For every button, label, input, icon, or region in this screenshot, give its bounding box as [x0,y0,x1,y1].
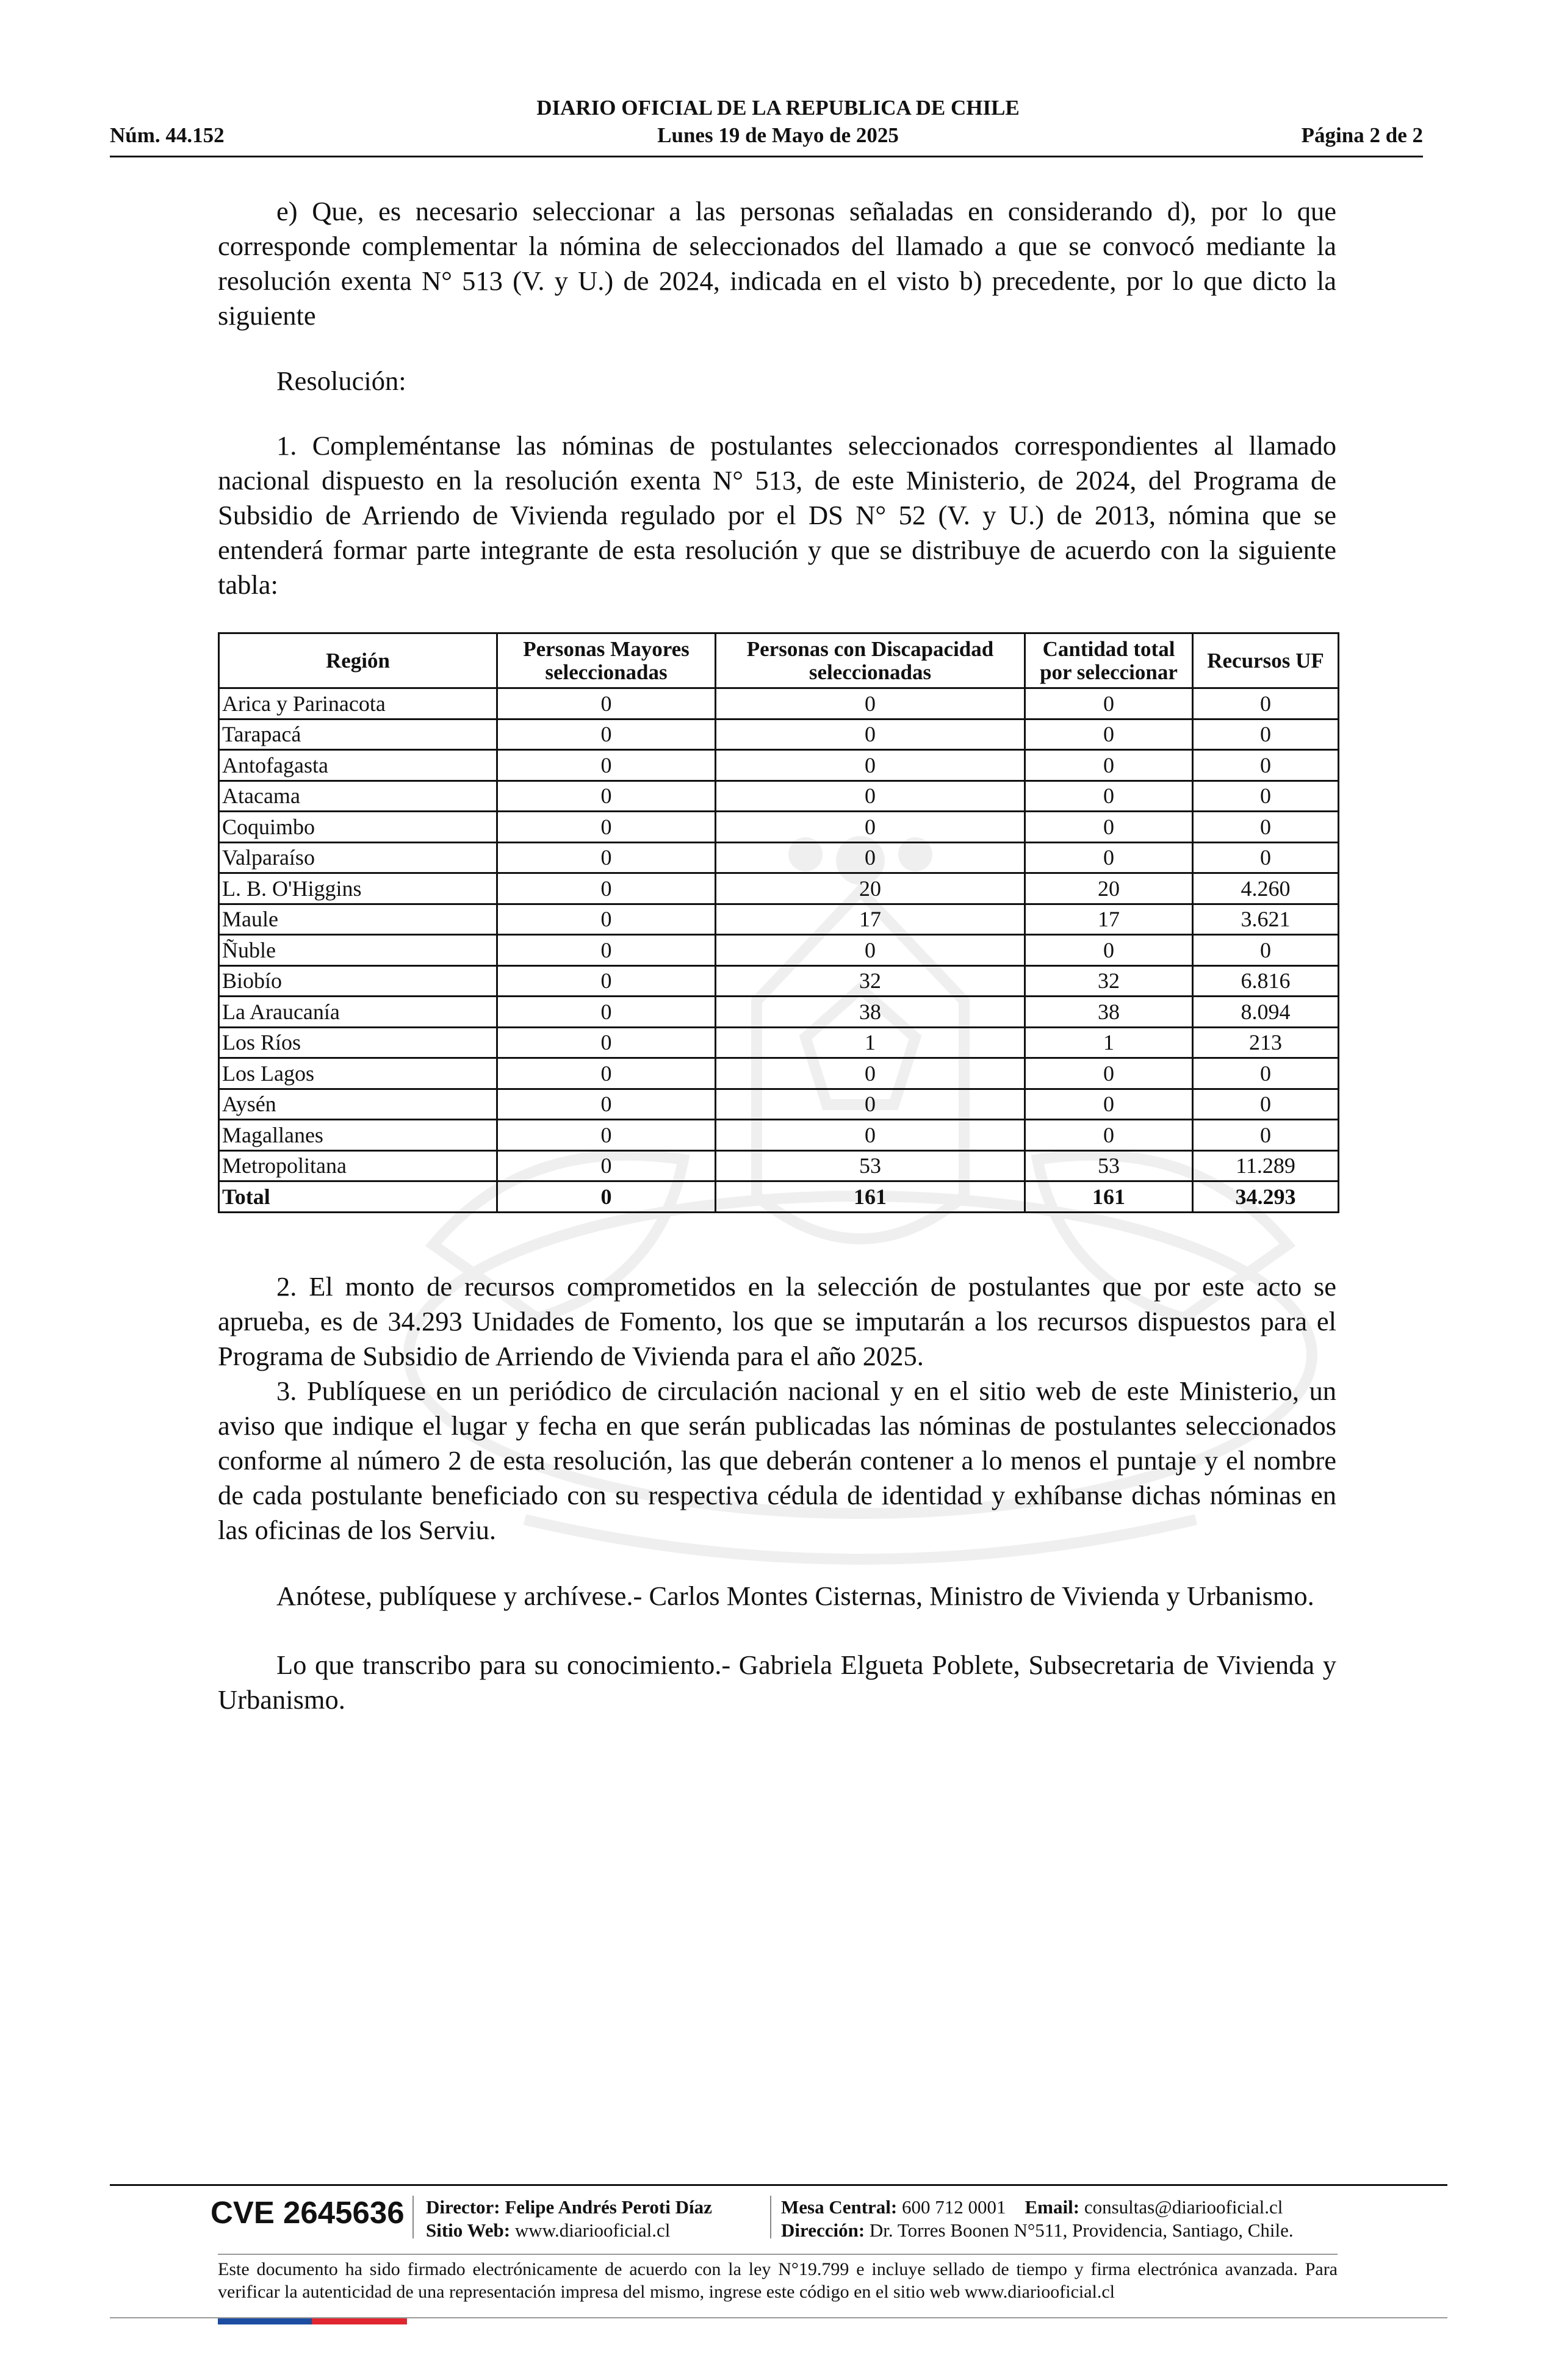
cell-region: Arica y Parinacota [219,688,497,719]
cell-elderly: 0 [497,1058,716,1089]
table-row [219,1150,1339,1181]
cell-total: 53 [1025,1150,1193,1181]
cell-disability: 38 [716,997,1025,1028]
table-row [219,965,1339,997]
cell-elderly: 0 [497,719,716,750]
cell-total: 38 [1025,997,1193,1028]
cell-region: Atacama [219,781,497,812]
cell-resources: 0 [1193,1089,1339,1120]
cell-resources: 0 [1193,935,1339,966]
cell-resources: 6.816 [1193,965,1339,997]
cell-disability: 17 [716,904,1025,935]
website-link[interactable]: www.diariooficial.cl [514,2220,671,2241]
cell-elderly: 0 [497,935,716,966]
address-label: Dirección: [781,2220,865,2241]
cell-region: Aysén [219,1089,497,1120]
newspaper-title: DIARIO OFICIAL DE LA REPUBLICA DE CHILE [536,96,1020,120]
cell-total: 0 [1025,1120,1193,1151]
cell-elderly: 0 [497,688,716,719]
issue-date: Lunes 19 de Mayo de 2025 [657,123,899,147]
column-header-disability: Personas con Discapacidad seleccionadas [716,633,1025,688]
cell-total: 20 [1025,873,1193,904]
table-row [219,842,1339,873]
cell-disability: 0 [716,1089,1025,1120]
cell-resources: 0 [1193,1120,1339,1151]
table-row [219,781,1339,812]
mesa-label: Mesa Central: [781,2196,898,2218]
cell-resources: 0 [1193,1058,1339,1089]
issue-number: Núm. 44.152 [110,123,225,147]
cell-total: 0 [1025,1058,1193,1089]
cell-resources: 213 [1193,1027,1339,1058]
cell-total: 17 [1025,904,1193,935]
cell-disability: 20 [716,873,1025,904]
cell-disability: 0 [716,688,1025,719]
column-header-total: Cantidad total por seleccionar [1025,633,1193,688]
cell-total: 1 [1025,1027,1193,1058]
cell-resources: 8.094 [1193,997,1339,1028]
table-row [219,904,1339,935]
cell-resources: 0 [1193,781,1339,812]
cell-resources: 11.289 [1193,1150,1339,1181]
paragraph-considerando-e: e) Que, es necesario seleccionar a las personas señaladas en considerando d), por lo que corresponde complementar la nómina de seleccionados del llamado a que se convocó mediante la resolución exenta N° 513 (V. y U.) de 2024, indicada en el visto b) precedente, por lo que dicto la siguiente [218,196,1336,331]
cell-disability: 0 [716,935,1025,966]
page-indicator: Página 2 de 2 [1301,123,1423,147]
resolution-heading: Resolución: [276,366,406,396]
cell-resources: 0 [1193,719,1339,750]
cell-total: 0 [1025,781,1193,812]
cell-resources: 0 [1193,842,1339,873]
cell-total: 0 [1025,812,1193,843]
cell-disability: 0 [716,1058,1025,1089]
cell-resources: 3.621 [1193,904,1339,935]
cell-region: Coquimbo [219,812,497,843]
director-name: Felipe Andrés Peroti Díaz [505,2196,712,2218]
cve-code: CVE 2645636 [211,2195,405,2230]
table-row [219,1058,1339,1089]
cell-disability: 0 [716,781,1025,812]
header-divider [110,156,1423,157]
cell-elderly: 0 [497,873,716,904]
paragraph-transcribo: Lo que transcribo para su conocimiento.- Gabriela Elgueta Poblete, Subsecretaria de Vivienda y Urbanismo. [218,1650,1336,1715]
cell-elderly: 0 [497,1027,716,1058]
column-header-region: Región [219,633,497,688]
electronic-signature-note: Este documento ha sido firmado electrónicamente de acuerdo con la ley N°19.799 e incluye sellado de tiempo y firma electrónica avanzada. Para verificar la autenticidad de una representación impresa del mismo, ingrese este código en el sitio web www.diariooficial.cl [218,2259,1338,2302]
table-row [219,935,1339,966]
table-row [219,1120,1339,1151]
cell-total: 0 [1025,935,1193,966]
director-label: Director: [426,2196,500,2218]
cell-disability: 0 [716,750,1025,781]
cell-total: 0 [1025,750,1193,781]
table-row [219,688,1339,719]
cell-resources: 0 [1193,688,1339,719]
email-link[interactable]: consultas@diariooficial.cl [1084,2196,1283,2218]
cell-region: Los Ríos [219,1027,497,1058]
table-row [219,1027,1339,1058]
total-cell-region: Total [219,1181,497,1213]
cell-disability: 0 [716,719,1025,750]
column-header-elderly: Personas Mayores seleccionadas [497,633,716,688]
cell-resources: 0 [1193,750,1339,781]
cell-disability: 0 [716,842,1025,873]
footer-divider-top [110,2184,1447,2186]
total-cell-total: 161 [1025,1181,1193,1213]
cell-region: La Araucanía [219,997,497,1028]
cell-elderly: 0 [497,812,716,843]
cell-region: Ñuble [219,935,497,966]
cell-region: Antofagasta [219,750,497,781]
column-header-resources: Recursos UF [1193,633,1339,688]
paragraph-1: 1. Compleméntanse las nóminas de postulantes seleccionados correspondientes al llamado nacional dispuesto en la resolución exenta N° 513, de este Ministerio, de 2024, del Programa de Subsidio de Arriendo de Vivienda regulado por el DS N° 52 (V. y U.) de 2013, nómina que se entenderá formar parte integrante de esta resolución y que se distribuye de acuerdo con la siguiente tabla: [218,430,1336,600]
cell-region: Metropolitana [219,1150,497,1181]
cell-region: Maule [219,904,497,935]
email-label: Email: [1025,2196,1080,2218]
cell-region: Biobío [219,965,497,997]
cell-elderly: 0 [497,842,716,873]
total-cell-resources: 34.293 [1193,1181,1339,1213]
cell-region: Magallanes [219,1120,497,1151]
table-row [219,750,1339,781]
cell-total: 0 [1025,1089,1193,1120]
table-row [219,812,1339,843]
footer-contact-block [781,2196,1294,2242]
paragraph-2: 2. El monto de recursos comprometidos en la selección de postulantes que por este acto se aprueba, es de 34.293 Unidades de Fomento, los que se imputarán a los recursos dispuestos para el Programa de Subsidio de Arriendo de Vivienda para el año 2025. [218,1271,1336,1371]
total-cell-elderly: 0 [497,1181,716,1213]
total-cell-disability: 161 [716,1181,1025,1213]
cell-elderly: 0 [497,965,716,997]
region-table [218,632,1339,1213]
cell-region: Valparaíso [219,842,497,873]
table-row [219,719,1339,750]
table-header-row [219,633,1339,688]
cell-resources: 0 [1193,812,1339,843]
paragraph-3: 3. Publíquese en un periódico de circulación nacional y en el sitio web de este Ministerio, un aviso que indique el lugar y fecha en que serán publicadas las nóminas de postulantes seleccionados conforme al número 2 de esta resolución, las que deberán contener a lo menos el puntaje y el nombre de cada postulante beneficiado con su respectiva cédula de identidad y exhíbanse dichas nóminas en las oficinas de los Serviu. [218,1376,1336,1545]
footer-separator [412,2196,414,2238]
cell-disability: 1 [716,1027,1025,1058]
cell-elderly: 0 [497,1120,716,1151]
footer-separator [770,2196,771,2238]
address-value: Dr. Torres Boonen N°511, Providencia, Santiago, Chile. [869,2220,1294,2241]
cell-region: Tarapacá [219,719,497,750]
cell-total: 0 [1025,719,1193,750]
cell-elderly: 0 [497,1089,716,1120]
cell-elderly: 0 [497,1150,716,1181]
footer-director-block [426,2196,712,2242]
table-body [219,688,1339,1213]
flag-stripe-blue [218,2318,312,2324]
cell-elderly: 0 [497,997,716,1028]
mesa-value: 600 712 0001 [902,2196,1006,2218]
cell-elderly: 0 [497,781,716,812]
cell-disability: 0 [716,1120,1025,1151]
cell-disability: 53 [716,1150,1025,1181]
selection-table [218,632,1338,1213]
cell-total: 0 [1025,842,1193,873]
cell-resources: 4.260 [1193,873,1339,904]
footer-divider-mid [218,2254,1338,2255]
cell-disability: 32 [716,965,1025,997]
website-label: Sitio Web: [426,2220,511,2241]
cell-region: Los Lagos [219,1058,497,1089]
table-row [219,873,1339,904]
cell-elderly: 0 [497,904,716,935]
paragraph-anotese: Anótese, publíquese y archívese.- Carlos Montes Cisternas, Ministro de Vivienda y Urbanismo. [276,1581,1314,1611]
cell-total: 0 [1025,688,1193,719]
cell-total: 32 [1025,965,1193,997]
cell-elderly: 0 [497,750,716,781]
cell-disability: 0 [716,812,1025,843]
table-total-row [219,1181,1339,1213]
table-row [219,997,1339,1028]
table-row [219,1089,1339,1120]
cell-region: L. B. O'Higgins [219,873,497,904]
flag-stripe-red [312,2318,407,2324]
